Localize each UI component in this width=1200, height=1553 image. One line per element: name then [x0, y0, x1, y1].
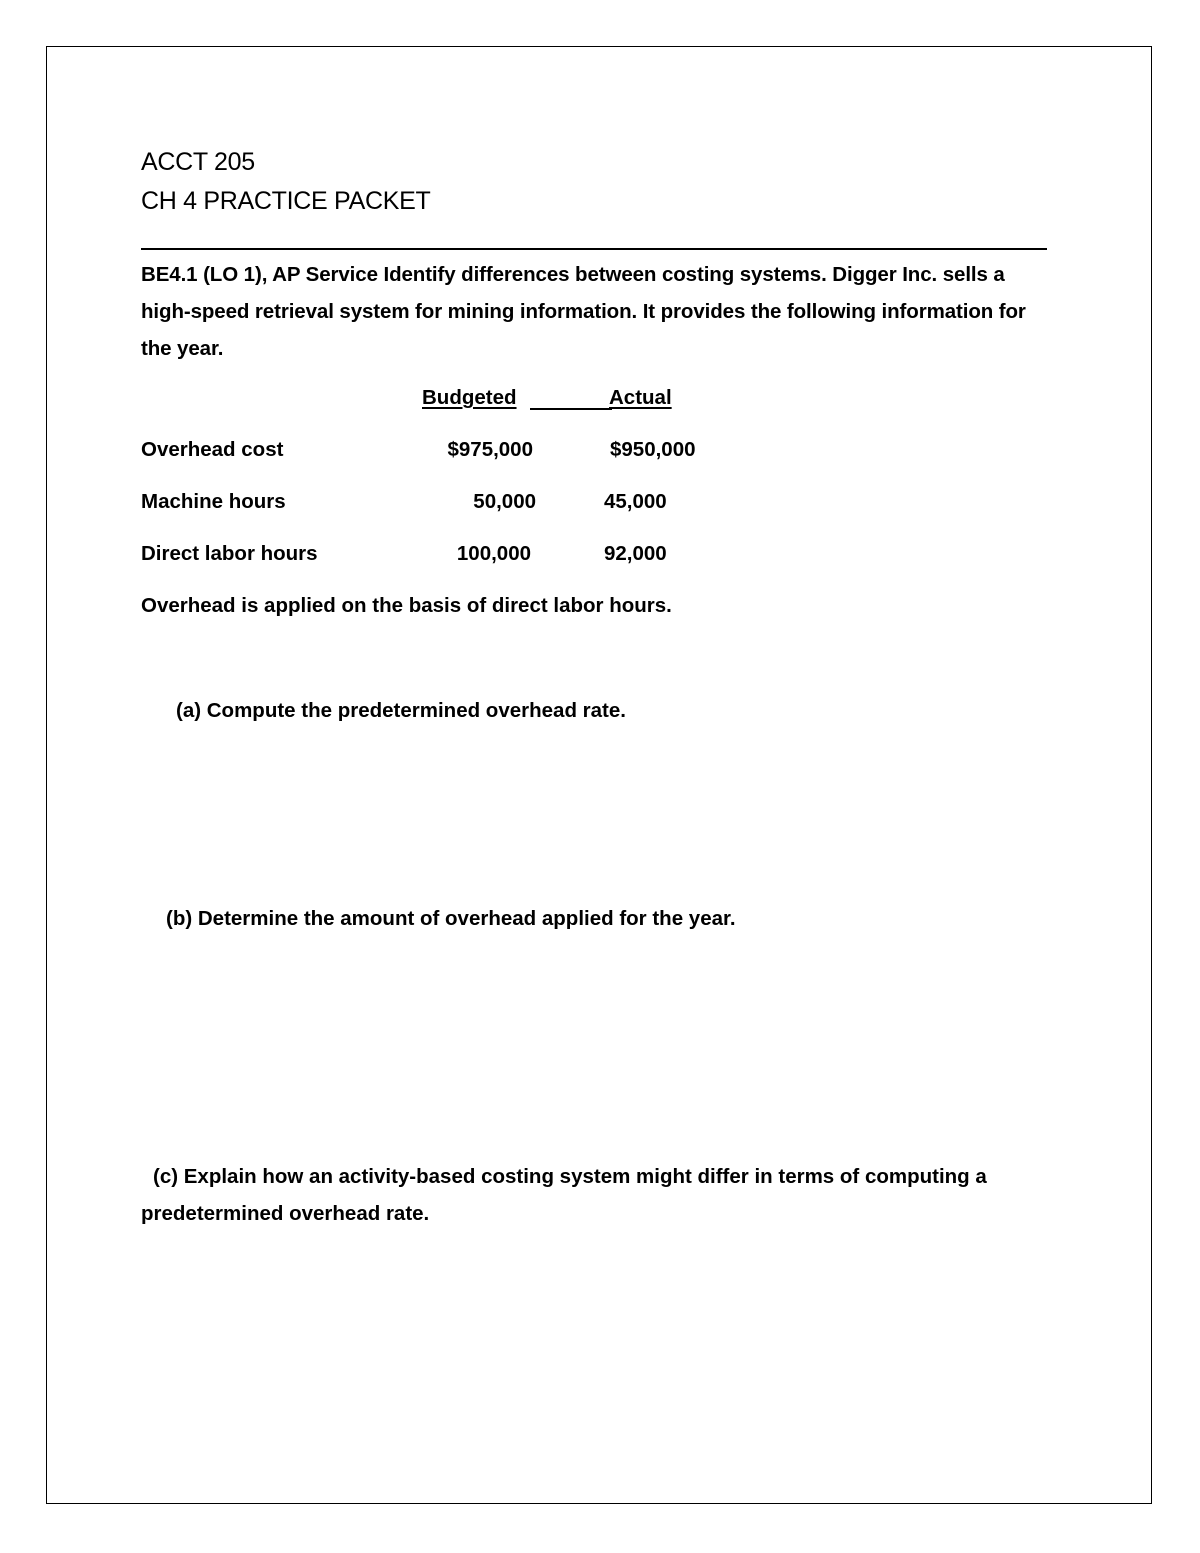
question-b: (b) Determine the amount of overhead applied for the year.: [166, 907, 736, 930]
course-title: ACCT 205: [141, 148, 255, 176]
header-underline-gap: [530, 408, 612, 410]
question-a: (a) Compute the predetermined overhead rate.: [176, 699, 626, 722]
row-label-direct-labor-hours: Direct labor hours: [141, 542, 318, 565]
divider-line: [141, 248, 1047, 250]
cell-actual-direct-labor-hours: 92,000: [604, 542, 667, 565]
problem-intro: BE4.1 (LO 1), AP Service Identify differences between costing systems. Digger Inc. sells a high-speed retrieval system for mining information. It provides the following information for the year.: [141, 263, 1026, 360]
overhead-basis-note: Overhead is applied on the basis of direct labor hours.: [141, 594, 672, 617]
row-label-machine-hours: Machine hours: [141, 490, 286, 513]
packet-title: CH 4 PRACTICE PACKET: [141, 187, 431, 215]
cell-actual-overhead-cost: $950,000: [610, 438, 696, 461]
column-header-actual: Actual: [609, 386, 672, 409]
cell-budgeted-overhead-cost: $975,000: [447, 438, 533, 461]
column-header-budgeted: Budgeted: [422, 386, 517, 409]
cell-budgeted-machine-hours: 50,000: [473, 490, 536, 513]
cell-budgeted-direct-labor-hours: 100,000: [456, 542, 531, 565]
row-label-overhead-cost: Overhead cost: [141, 438, 284, 461]
question-c: (c) Explain how an activity-based costing system might differ in terms of computing a predetermined overhead rate.: [141, 1165, 987, 1225]
cell-actual-machine-hours: 45,000: [604, 490, 667, 513]
